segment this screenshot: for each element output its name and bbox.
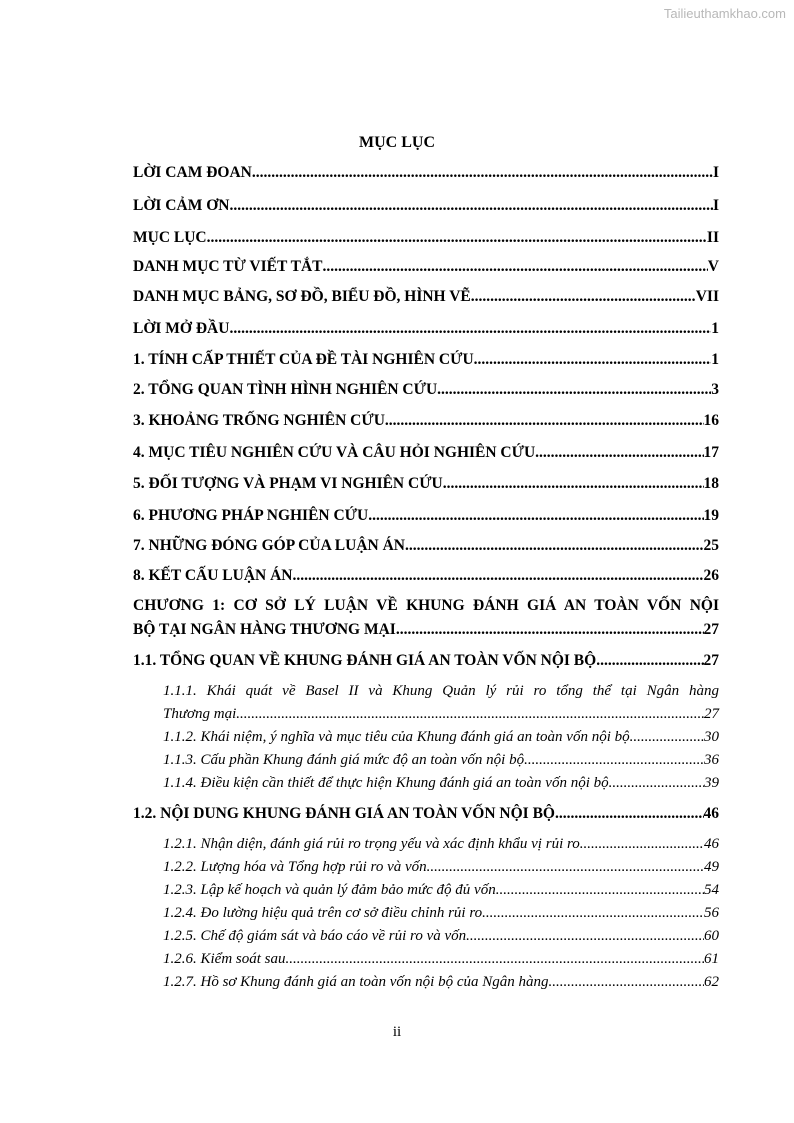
leader-dots: [482, 905, 704, 922]
toc-page-number: 60: [704, 928, 719, 944]
toc-entry-label: 2. TỔNG QUAN TÌNH HÌNH NGHIÊN CỨU: [133, 381, 438, 398]
toc-entry-first-line[interactable]: 1.1.1. Khái quát về Basel II và Khung Quản lý rủi ro tổng thể tại Ngân hàng: [163, 683, 719, 699]
leader-dots: [555, 805, 704, 823]
leader-dots: [286, 951, 704, 968]
leader-dots: [252, 164, 713, 182]
toc-entry-label: LỜI CẢM ƠN: [133, 197, 230, 214]
page-title: MỤC LỤC: [359, 134, 435, 151]
toc-entry[interactable]: [133, 258, 719, 276]
toc-page-number: 1: [711, 351, 719, 368]
toc-page-number: 27: [703, 621, 719, 638]
toc-entry-label: MỤC LỤC: [133, 229, 207, 246]
toc-entry-label: BỘ TẠI NGÂN HÀNG THƯƠNG MẠI: [133, 621, 396, 638]
toc-entry-label: 1.2.4. Đo lường hiệu quả trên cơ sở điều chỉnh rủi ro: [163, 905, 483, 921]
toc-entry-label: 1.2.7. Hồ sơ Khung đánh giá an toàn vốn nội bộ của Ngân hàng: [163, 974, 549, 990]
leader-dots: [443, 475, 704, 493]
toc-page-number: 61: [704, 951, 719, 967]
toc-entry-label: DANH MỤC TỪ VIẾT TẮT: [133, 258, 323, 275]
toc-entry[interactable]: [163, 836, 719, 853]
toc-entry-label: 1.1.2. Khái niệm, ý nghĩa và mục tiêu của Khung đánh giá an toàn vốn nội bộ: [163, 729, 630, 745]
toc-entry-label: 1. TÍNH CẤP THIẾT CỦA ĐỀ TÀI NGHIÊN CỨU: [133, 351, 474, 368]
leader-dots: [535, 444, 703, 462]
toc-entry[interactable]: [133, 164, 719, 182]
toc-entry[interactable]: [133, 507, 719, 525]
toc-entry[interactable]: [133, 444, 719, 462]
toc-entry[interactable]: [163, 974, 719, 991]
toc-entry-label: 5. ĐỐI TƯỢNG VÀ PHẠM VI NGHIÊN CỨU: [133, 475, 443, 492]
leader-dots: [368, 507, 703, 525]
toc-entry-label: LỜI CAM ĐOAN: [133, 164, 252, 181]
toc-entry[interactable]: [163, 882, 719, 899]
toc-page-number: 54: [704, 882, 719, 898]
leader-dots: [437, 381, 711, 399]
toc-entry[interactable]: [163, 905, 719, 922]
leader-dots: [580, 836, 704, 853]
toc-page-number: V: [707, 258, 719, 275]
toc-page-number: I: [712, 197, 719, 214]
toc-page-number: 36: [704, 752, 719, 768]
leader-dots: [596, 652, 703, 670]
toc-entry[interactable]: [133, 805, 719, 823]
leader-dots: [405, 537, 704, 555]
toc-entry-label: 7. NHỮNG ĐÓNG GÓP CỦA LUẬN ÁN: [133, 537, 405, 554]
toc-page-number: 1: [711, 320, 719, 337]
leader-dots: [396, 621, 704, 639]
toc-entry[interactable]: [133, 652, 719, 670]
toc-page-number: 46: [703, 805, 719, 822]
toc-page-number: VII: [695, 288, 719, 305]
watermark: Tailieuthamkhao.com: [663, 6, 786, 21]
toc-entry-label: 8. KẾT CẤU LUẬN ÁN: [133, 567, 293, 584]
toc-entry[interactable]: [163, 752, 719, 769]
toc-entry[interactable]: [133, 351, 719, 369]
leader-dots: [427, 859, 704, 876]
toc-page-number: 26: [703, 567, 719, 584]
toc-page-number: 3: [711, 381, 719, 398]
toc-entry[interactable]: [133, 475, 719, 493]
leader-dots: [471, 288, 696, 306]
toc-entry-label: 1.2.5. Chế độ giám sát và báo cáo về rủi ro và vốn: [163, 928, 467, 944]
toc-entry[interactable]: [133, 537, 719, 555]
leader-dots: [496, 882, 704, 899]
toc-entry[interactable]: [133, 320, 719, 338]
leader-dots: [207, 229, 707, 247]
toc-page-number: 25: [703, 537, 719, 554]
toc-entry[interactable]: [163, 928, 719, 945]
leader-dots: [524, 752, 704, 769]
toc-entry-label: 1.1.3. Cấu phần Khung đánh giá mức độ an toàn vốn nội bộ: [163, 752, 525, 768]
leader-dots: [630, 729, 704, 746]
toc-page-number: 17: [703, 444, 719, 461]
toc-page-number: 18: [703, 475, 719, 492]
toc-entry[interactable]: [133, 229, 719, 247]
toc-entry[interactable]: [163, 775, 719, 792]
toc-page-number: 30: [704, 729, 719, 745]
toc-entry-label: Thương mại: [163, 706, 237, 722]
leader-dots: [466, 928, 704, 945]
toc-page-number: I: [712, 164, 719, 181]
toc-page-number: 27: [703, 652, 719, 669]
toc-entry[interactable]: [163, 729, 719, 746]
toc-page-number: 46: [704, 836, 719, 852]
toc-entry[interactable]: [133, 567, 719, 585]
toc-entry-label: 1.1. TỔNG QUAN VỀ KHUNG ĐÁNH GIÁ AN TOÀN VỐN NỘI BỘ: [133, 652, 597, 669]
leader-dots: [549, 974, 704, 991]
toc-entry-label: LỜI MỞ ĐẦU: [133, 320, 230, 337]
toc-entry[interactable]: [133, 197, 719, 215]
leader-dots: [474, 351, 712, 369]
toc-entry[interactable]: [133, 288, 719, 306]
leader-dots: [236, 706, 704, 723]
toc-entry[interactable]: [163, 951, 719, 968]
toc-page-number: 62: [704, 974, 719, 990]
toc-entry[interactable]: [163, 706, 719, 723]
leader-dots: [385, 412, 704, 430]
leader-dots: [229, 197, 713, 215]
toc-entry-label: 1.2. NỘI DUNG KHUNG ĐÁNH GIÁ AN TOÀN VỐN NỘI BỘ: [133, 805, 555, 822]
toc-page-number: 27: [704, 706, 719, 722]
toc-entry-label: 1.1.4. Điều kiện cần thiết để thực hiện Khung đánh giá an toàn vốn nội bộ: [163, 775, 609, 791]
toc-entry-label: 3. KHOẢNG TRỐNG NGHIÊN CỨU: [133, 412, 385, 429]
toc-page-number: 56: [704, 905, 719, 921]
toc-page-number: II: [706, 229, 719, 246]
toc-entry-label: 4. MỤC TIÊU NGHIÊN CỨU VÀ CÂU HỎI NGHIÊN CỨU: [133, 444, 536, 461]
toc-entry-label: 1.2.3. Lập kế hoạch và quản lý đảm bảo mức độ đủ vốn: [163, 882, 496, 898]
leader-dots: [292, 567, 703, 585]
leader-dots: [322, 258, 707, 276]
toc-entry-label: 6. PHƯƠNG PHÁP NGHIÊN CỨU: [133, 507, 369, 524]
toc-page-number: 49: [704, 859, 719, 875]
toc-entry-label: 1.2.1. Nhận diện, đánh giá rủi ro trọng yếu và xác định khẩu vị rủi ro: [163, 836, 580, 852]
toc-page-number: 16: [703, 412, 719, 429]
leader-dots: [609, 775, 704, 792]
toc-entry[interactable]: [163, 859, 719, 876]
leader-dots: [229, 320, 711, 338]
toc-page-number: 39: [704, 775, 719, 791]
page-number-footer: ii: [392, 1024, 402, 1040]
toc-entry[interactable]: [133, 621, 719, 639]
toc-page-number: 19: [703, 507, 719, 524]
toc-entry-label: DANH MỤC BẢNG, SƠ ĐỒ, BIỂU ĐỒ, HÌNH VẼ: [133, 288, 471, 305]
toc-entry-label: 1.2.2. Lượng hóa và Tổng hợp rủi ro và vốn: [163, 859, 427, 875]
toc-entry[interactable]: [133, 381, 719, 399]
toc-entry-label: 1.2.6. Kiểm soát sau: [163, 951, 286, 967]
toc-entry-first-line[interactable]: CHƯƠNG 1: CƠ SỞ LÝ LUẬN VỀ KHUNG ĐÁNH GIÁ AN TOÀN VỐN NỘI: [133, 597, 719, 614]
toc-entry[interactable]: [133, 412, 719, 430]
